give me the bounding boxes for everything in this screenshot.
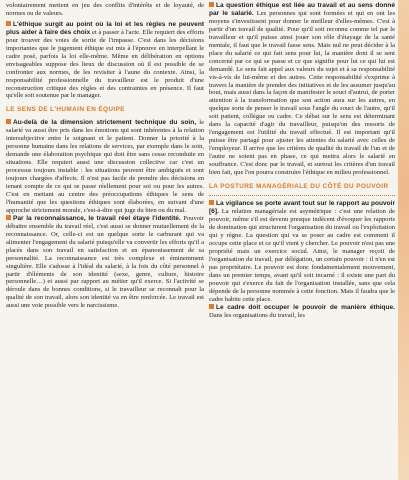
paragraph-text: La relation managériale est asymétrique : c'est une relation de pouvoir, même s'il est devenu presque indécent d'évoquer les rapports de domination qui structurent l'organisation du travail ou l'exploitation qui y règne. La question qui va se poser au cadre est comment il occupe cette place et ce qu'il vient y chercher. Le pouvoir n'est pas une propriété mais un exercice social. Ainsi, le manager reçoit de l'organisation du travail, par délégation, un certain pouvoir : il n'en est pas propriétaire. Le pouvoir est donc fondamentalement mouvement, dans un premier temps, avant qu'il soit incarné : il existe une part du pouvoir qui s'exerce du fait de l'organisation installée, sans que cela dépende de la personne nommée à cette fonction. Mais il faudra que le cadre habite cette place. <box>209 208 395 303</box>
page-edge-color-band <box>398 0 409 480</box>
bullet-square-icon <box>6 119 11 124</box>
paragraph-lead: L'éthique surgit au point où la loi et les règles ne peuvent plus aider à faire des choix <box>6 20 204 36</box>
left-column <box>6 2 204 310</box>
section-heading: LE SENS DE L'HUMAIN EN ÉQUIPE <box>6 106 125 114</box>
paragraph-text: Les personnes qui sont formées et qui en ont les moyens s'investissent pour donner le meilleur d'elles-mêmes. C'est à partir d'un travail de qualité. Pour qu'il soit reconnu comme tel par le travailleur et qu'il puisse ainsi jouer son rôle d'étayage de la santé mentale, il faut que le travail fasse sens. Mais nul ne peut décider à la place du salarié ce qui fait sens pour lui, la manière dont il se sent concerné par ce qui se passe et ce que signifie pour lui ce qui lui est demandé. Le sens fait appel aux valeurs du sujet et à sa responsabilité vis-à-vis de lui-même et des autres. Cette responsabilité s'exprime à travers la manière de prendre des initiatives et de les assumer jusqu'au bout, mais aussi dans la façon de manifester le souci d'autrui, de porter attention à la transformation que son action aura sur les autres, en quelque sorte de penser le travail sous l'angle du souci de l'autre, qu'il soit patient, collègue ou cadre. Ce débat sur le sens est déterminant dans la capacité d'agir du travailleur, puisqu'on des ressorts de l'engagement est l'utilité du travail effectué. Il est important qu'il puisse être partagé pour ajuster les attentes du salarié avec celles de l'employeur. Il arrive que les critères de qualité du travail de l'un et de l'autre ne soient pas en phase, ce qui mettra alors le salarié en souffrance. C'est donc par le travail, et surtout les critères d'un travail bien fait, que l'on pourra construire l'éthique en milieu professionnel. <box>209 9 396 177</box>
paragraph <box>6 119 204 214</box>
bullet-square-icon <box>6 21 11 26</box>
paragraph-lead: Le cadre doit occuper le pouvoir de manière éthique. <box>216 303 395 311</box>
bullet-square-icon <box>209 2 214 7</box>
paragraph-lead: La question éthique est liée au travail et au sens donné par le salarié. <box>209 2 395 17</box>
paragraph-text: et à passer à l'acte. Elle requiert des efforts pour trouver des voies de sortie de l'impasse. C'est dans les décisions importantes que le jugement éthique est mis à l'épreuve en interpellant le cadre posé, parfois la loi elle-même. Même en délibération en options envisageables suppose des lieux de discussion où il est possible de se confronter aux normes, de les revisiter à l'aune du contexte. Ainsi, la responsabilité professionnelle du travailleur est le produit d'une reconstruction critique des règles et des contraintes en présence. Il faut qu'elle soit soutenue par le manager. <box>6 28 204 100</box>
bullet-square-icon <box>209 200 214 205</box>
paragraph <box>209 2 395 177</box>
paragraph-lead: La vigilance se porte avant tout sur le rapport au pouvoir [6]. <box>209 200 395 216</box>
section-heading: LA POSTURE MANAGÉRIALE DU CÔTÉ DU POUVOIR <box>209 182 389 190</box>
right-column <box>209 2 395 320</box>
section-divider <box>209 195 395 196</box>
paragraph <box>6 2 204 18</box>
paragraph <box>209 304 395 320</box>
paragraph-text: Dans les organisations du travail, les <box>209 311 305 319</box>
paragraph <box>6 21 204 101</box>
paragraph <box>209 200 395 303</box>
paragraph <box>6 215 204 310</box>
paragraph-lead: Par la reconnaissance, le travail réel étaye l'identité. <box>13 214 181 222</box>
bullet-square-icon <box>6 215 11 220</box>
paragraph-text: Pouvoir débattre ensemble du travail réel, c'est aussi se donner mutuellement de la reconnaissance. Or, celle-ci est un quelque sorte le carburant qui va alimenter l'engagement du salarié puisqu'elle va convertir les efforts qu'il a placés dans son travail en satisfaction et en épanouissement de sa personnalité. La reconnaissance est très complexe et éminemment singulière. Elle s'adosse à l'idéal du salarié, à la fois du côté personnel à partir d'éléments de son identité (sexe, genre, culture, histoire personnelle…) et aussi par rapport au métier qu'il exerce. Si l'activité se déroule dans de bonnes conditions, si le travailleur se reconnaît pour la qualité de son travail, alors son identité va en être renforcée. Le travail est aussi une voie possible vers le narcissisme. <box>6 214 204 310</box>
paragraph-lead: Au-delà de la dimension strictement technique du soin, <box>13 119 197 127</box>
paragraph-text: volontairement mettent en jeu des conflits d'intérêts et de loyauté, de normes ou de valeurs. <box>6 2 204 17</box>
paragraph-text: le salarié va aussi être pris dans les émotions qui sont inhérentes à la relation intersubjective entre le soignant et le patient. Donner la priorité à la personne humaine dans les relations de services, par exemple dans le soin, demande une élaboration psychique qui doit être sans cesse reconduite en situations. Elle requiert aussi une discussion collective car c'est un processus toujours instable : les situations peuvent être ambiguës et sont toujours chargées d'affects. Il n'est pas facile de prendre des décisions en tenant compte de ce qui se passe réellement pour soi ou pour les autres. C'est en mettant au centre des préoccupations éthiques le sens de l'humanité que les questions éthiques sont élaborées, en suivant d'une approche strictement morale, c'est-à-dire qui juge du bien ou du mal. <box>6 119 204 214</box>
bullet-square-icon <box>209 304 214 309</box>
